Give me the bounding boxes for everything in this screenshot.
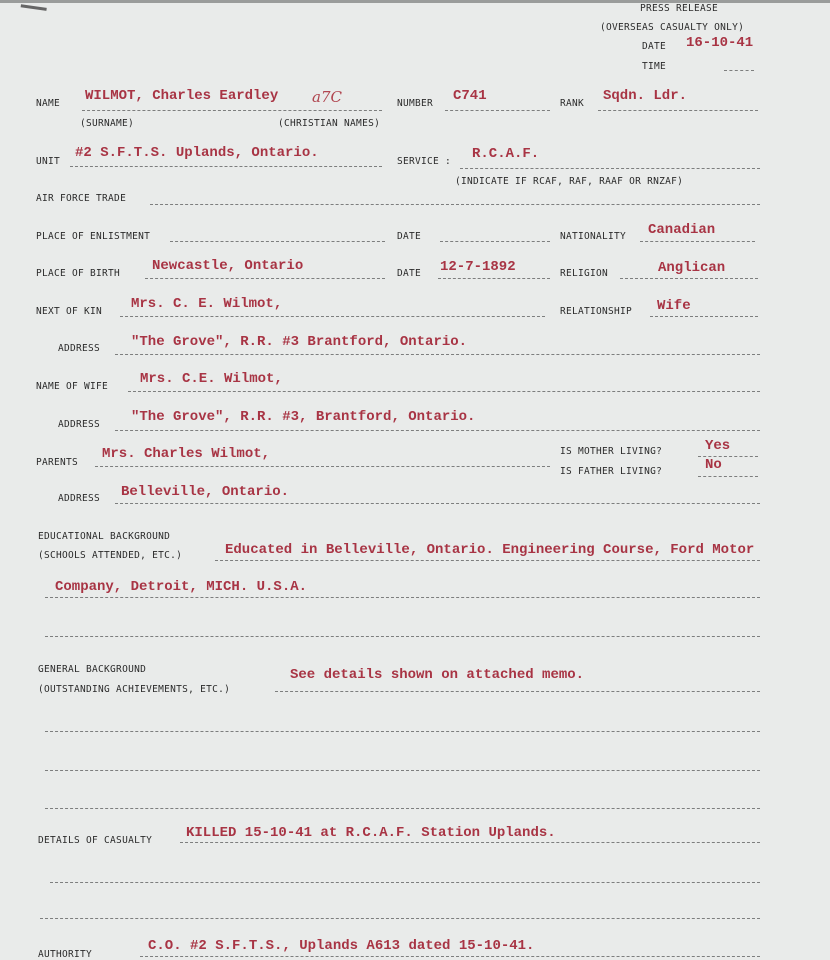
enlistment-date-line bbox=[440, 241, 550, 242]
parents-line bbox=[95, 466, 550, 467]
father-living-label: IS FATHER LIVING? bbox=[560, 466, 663, 477]
time-line bbox=[724, 70, 754, 71]
unit-label: UNIT bbox=[36, 156, 61, 167]
birth-line bbox=[145, 278, 385, 279]
mother-living-label: IS MOTHER LIVING? bbox=[560, 446, 663, 457]
kin-address-line bbox=[115, 354, 760, 355]
handwritten-annotation: a7C bbox=[312, 88, 342, 106]
kin-address-label: ADDRESS bbox=[58, 343, 101, 354]
mother-living-value: Yes bbox=[705, 438, 731, 454]
general-line-4 bbox=[45, 808, 760, 809]
general-line-2 bbox=[45, 731, 760, 732]
education-hint: (SCHOOLS ATTENDED, ETC.) bbox=[38, 550, 183, 561]
christian-names-hint: (CHRISTIAN NAMES) bbox=[278, 118, 381, 129]
service-hint: (INDICATE IF RCAF, RAF, RAAF OR RNZAF) bbox=[455, 176, 684, 187]
service-value: R.C.A.F. bbox=[472, 146, 540, 162]
enlistment-line bbox=[170, 241, 385, 242]
birth-value: Newcastle, Ontario bbox=[152, 258, 304, 274]
unit-value: #2 S.F.T.S. Uplands, Ontario. bbox=[75, 145, 319, 161]
kin-line bbox=[120, 316, 545, 317]
name-line bbox=[82, 110, 382, 111]
rank-line bbox=[598, 110, 758, 111]
general-line-1 bbox=[275, 691, 760, 692]
religion-label: RELIGION bbox=[560, 268, 609, 279]
name-label: NAME bbox=[36, 98, 61, 109]
wife-address-value: "The Grove", R.R. #3, Brantford, Ontario. bbox=[131, 409, 476, 425]
father-line bbox=[698, 476, 758, 477]
form-subtitle: (OVERSEAS CASUALTY ONLY) bbox=[600, 22, 745, 33]
education-label: EDUCATIONAL BACKGROUND bbox=[38, 531, 171, 542]
education-value-line2: Company, Detroit, MICH. U.S.A. bbox=[55, 579, 308, 595]
service-label: SERVICE : bbox=[397, 156, 452, 167]
number-value: C741 bbox=[453, 88, 487, 104]
number-label: NUMBER bbox=[397, 98, 434, 109]
education-value-line1: Educated in Belleville, Ontario. Engineering Course, Ford Motor bbox=[225, 542, 755, 558]
birth-label: PLACE OF BIRTH bbox=[36, 268, 121, 279]
nationality-value: Canadian bbox=[648, 222, 716, 238]
relationship-value: Wife bbox=[657, 298, 691, 314]
rank-value: Sqdn. Ldr. bbox=[603, 88, 688, 104]
relationship-line bbox=[650, 316, 758, 317]
parents-address-line bbox=[115, 503, 760, 504]
rank-label: RANK bbox=[560, 98, 585, 109]
general-hint: (OUTSTANDING ACHIEVEMENTS, ETC.) bbox=[38, 684, 231, 695]
form-title: PRESS RELEASE bbox=[640, 3, 719, 14]
parents-label: PARENTS bbox=[36, 457, 79, 468]
education-line-3 bbox=[45, 636, 760, 637]
parents-value: Mrs. Charles Wilmot, bbox=[102, 446, 271, 462]
authority-value: C.O. #2 S.F.T.S., Uplands A613 dated 15-10-41. bbox=[148, 938, 535, 954]
surname-hint: (SURNAME) bbox=[80, 118, 135, 129]
time-label: TIME bbox=[642, 61, 667, 72]
casualty-value: KILLED 15-10-41 at R.C.A.F. Station Uplands. bbox=[186, 825, 556, 841]
general-value: See details shown on attached memo. bbox=[290, 667, 585, 683]
relationship-label: RELATIONSHIP bbox=[560, 306, 633, 317]
number-line bbox=[445, 110, 550, 111]
general-label: GENERAL BACKGROUND bbox=[38, 664, 147, 675]
birth-date-value: 12-7-1892 bbox=[440, 259, 516, 275]
education-line-2 bbox=[45, 597, 760, 598]
trade-line bbox=[150, 204, 760, 205]
nationality-label: NATIONALITY bbox=[560, 231, 627, 242]
casualty-line-3 bbox=[40, 918, 760, 919]
trade-label: AIR FORCE TRADE bbox=[36, 193, 127, 204]
enlistment-date-label: DATE bbox=[397, 231, 422, 242]
wife-address-line bbox=[115, 430, 760, 431]
date-label: DATE bbox=[642, 41, 667, 52]
wife-line bbox=[128, 391, 760, 392]
casualty-label: DETAILS OF CASUALTY bbox=[38, 835, 153, 846]
education-line-1 bbox=[215, 560, 760, 561]
casualty-line-2 bbox=[50, 882, 760, 883]
general-line-3 bbox=[45, 770, 760, 771]
parents-address-label: ADDRESS bbox=[58, 493, 101, 504]
birth-date-label: DATE bbox=[397, 268, 422, 279]
kin-value: Mrs. C. E. Wilmot, bbox=[131, 296, 283, 312]
unit-line bbox=[70, 166, 382, 167]
service-line bbox=[460, 168, 760, 169]
enlistment-label: PLACE OF ENLISTMENT bbox=[36, 231, 151, 242]
wife-address-label: ADDRESS bbox=[58, 419, 101, 430]
birth-date-line bbox=[438, 278, 550, 279]
religion-line bbox=[620, 278, 758, 279]
authority-label: AUTHORITY bbox=[38, 949, 93, 960]
kin-address-value: "The Grove", R.R. #3 Brantford, Ontario. bbox=[131, 334, 468, 350]
parents-address-value: Belleville, Ontario. bbox=[121, 484, 290, 500]
wife-label: NAME OF WIFE bbox=[36, 381, 109, 392]
date-value: 16-10-41 bbox=[686, 35, 754, 51]
wife-value: Mrs. C.E. Wilmot, bbox=[140, 371, 283, 387]
father-living-value: No bbox=[705, 457, 722, 473]
authority-line bbox=[140, 956, 760, 957]
religion-value: Anglican bbox=[658, 260, 726, 276]
kin-label: NEXT OF KIN bbox=[36, 306, 103, 317]
paper-clip-mark bbox=[19, 4, 47, 20]
nationality-line bbox=[640, 241, 755, 242]
name-value: WILMOT, Charles Eardley bbox=[85, 88, 279, 104]
casualty-line-1 bbox=[180, 842, 760, 843]
